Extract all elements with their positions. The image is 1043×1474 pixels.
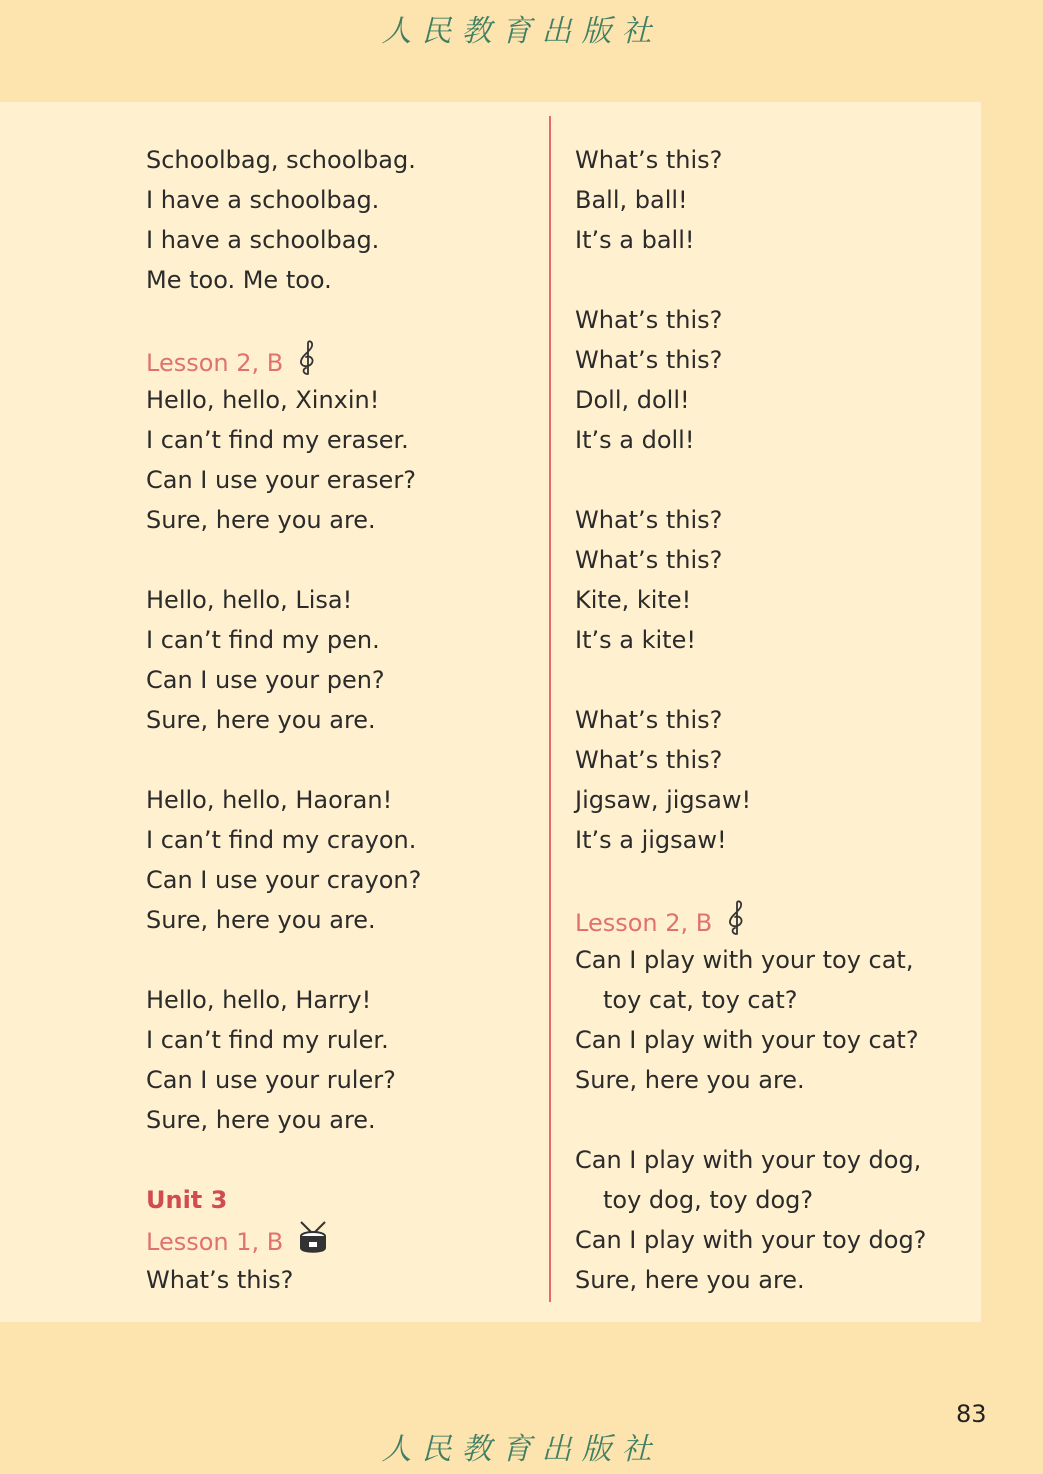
text-line: Sure, here you are.	[146, 506, 376, 534]
lesson-heading	[575, 900, 926, 940]
text-line: What’s this?	[146, 1266, 294, 1294]
text-line: Hello, hello, Harry!	[146, 986, 372, 1014]
lesson-label: Lesson 2, B	[146, 349, 284, 377]
text-line: What’s this?	[575, 706, 723, 734]
text-line: What’s this?	[575, 306, 723, 334]
text-line: Can I play with your toy dog,	[575, 1146, 922, 1174]
text-line: Sure, here you are.	[575, 1066, 805, 1094]
text-line: Schoolbag, schoolbag.	[146, 146, 416, 174]
text-line: It’s a doll!	[575, 426, 695, 454]
text-line: Can I use your crayon?	[146, 866, 422, 894]
text-line: Doll, doll!	[575, 386, 690, 414]
text-line: It’s a jigsaw!	[575, 826, 727, 854]
text-line: What’s this?	[575, 146, 723, 174]
column-divider	[549, 116, 551, 1302]
page-number: 83	[956, 1400, 987, 1428]
text-line: What’s this?	[575, 546, 723, 574]
text-line: Can I use your pen?	[146, 666, 385, 694]
text-line: I have a schoolbag.	[146, 186, 380, 214]
text-line: Can I use your ruler?	[146, 1066, 396, 1094]
text-line: Hello, hello, Xinxin!	[146, 386, 380, 414]
text-line: Me too. Me too.	[146, 266, 332, 294]
text-line: Can I play with your toy dog?	[575, 1226, 927, 1254]
text-line: Hello, hello, Lisa!	[146, 586, 353, 614]
lesson-heading	[146, 340, 421, 380]
text-line: Can I play with your toy cat?	[575, 1026, 919, 1054]
lesson-label: Lesson 1, B	[146, 1228, 284, 1256]
text-line: Sure, here you are.	[146, 906, 376, 934]
drum-icon	[297, 1220, 329, 1266]
unit-heading: Unit 3	[146, 1186, 228, 1214]
lesson-label: Lesson 2, B	[575, 909, 713, 937]
text-line: Jigsaw, jigsaw!	[575, 786, 752, 814]
text-line: Sure, here you are.	[575, 1266, 805, 1294]
text-line: Ball, ball!	[575, 186, 688, 214]
text-line: I can’t find my pen.	[146, 626, 380, 654]
text-line: What’s this?	[575, 346, 723, 374]
text-line: Can I play with your toy cat,	[575, 946, 914, 974]
text-line: What’s this?	[575, 506, 723, 534]
text-line: I can’t find my crayon.	[146, 826, 417, 854]
text-line: It’s a kite!	[575, 626, 696, 654]
right-column	[575, 140, 926, 1300]
text-line: Can I use your eraser?	[146, 466, 416, 494]
text-line: I can’t find my eraser.	[146, 426, 409, 454]
text-line: It’s a ball!	[575, 226, 695, 254]
text-line: Sure, here you are.	[146, 706, 376, 734]
text-line: toy cat, toy cat?	[603, 986, 798, 1014]
text-line: Kite, kite!	[575, 586, 692, 614]
text-line: toy dog, toy dog?	[603, 1186, 814, 1214]
text-line: Hello, hello, Haoran!	[146, 786, 393, 814]
publisher-logo-bottom: 人民教育出版社	[381, 1432, 662, 1467]
text-line: What’s this?	[575, 746, 723, 774]
lesson-heading	[146, 1220, 421, 1260]
text-line: I have a schoolbag.	[146, 226, 380, 254]
left-column	[146, 140, 421, 1300]
text-line: Sure, here you are.	[146, 1106, 376, 1134]
publisher-logo-top: 人民教育出版社	[381, 14, 662, 49]
text-line: I can’t find my ruler.	[146, 1026, 389, 1054]
